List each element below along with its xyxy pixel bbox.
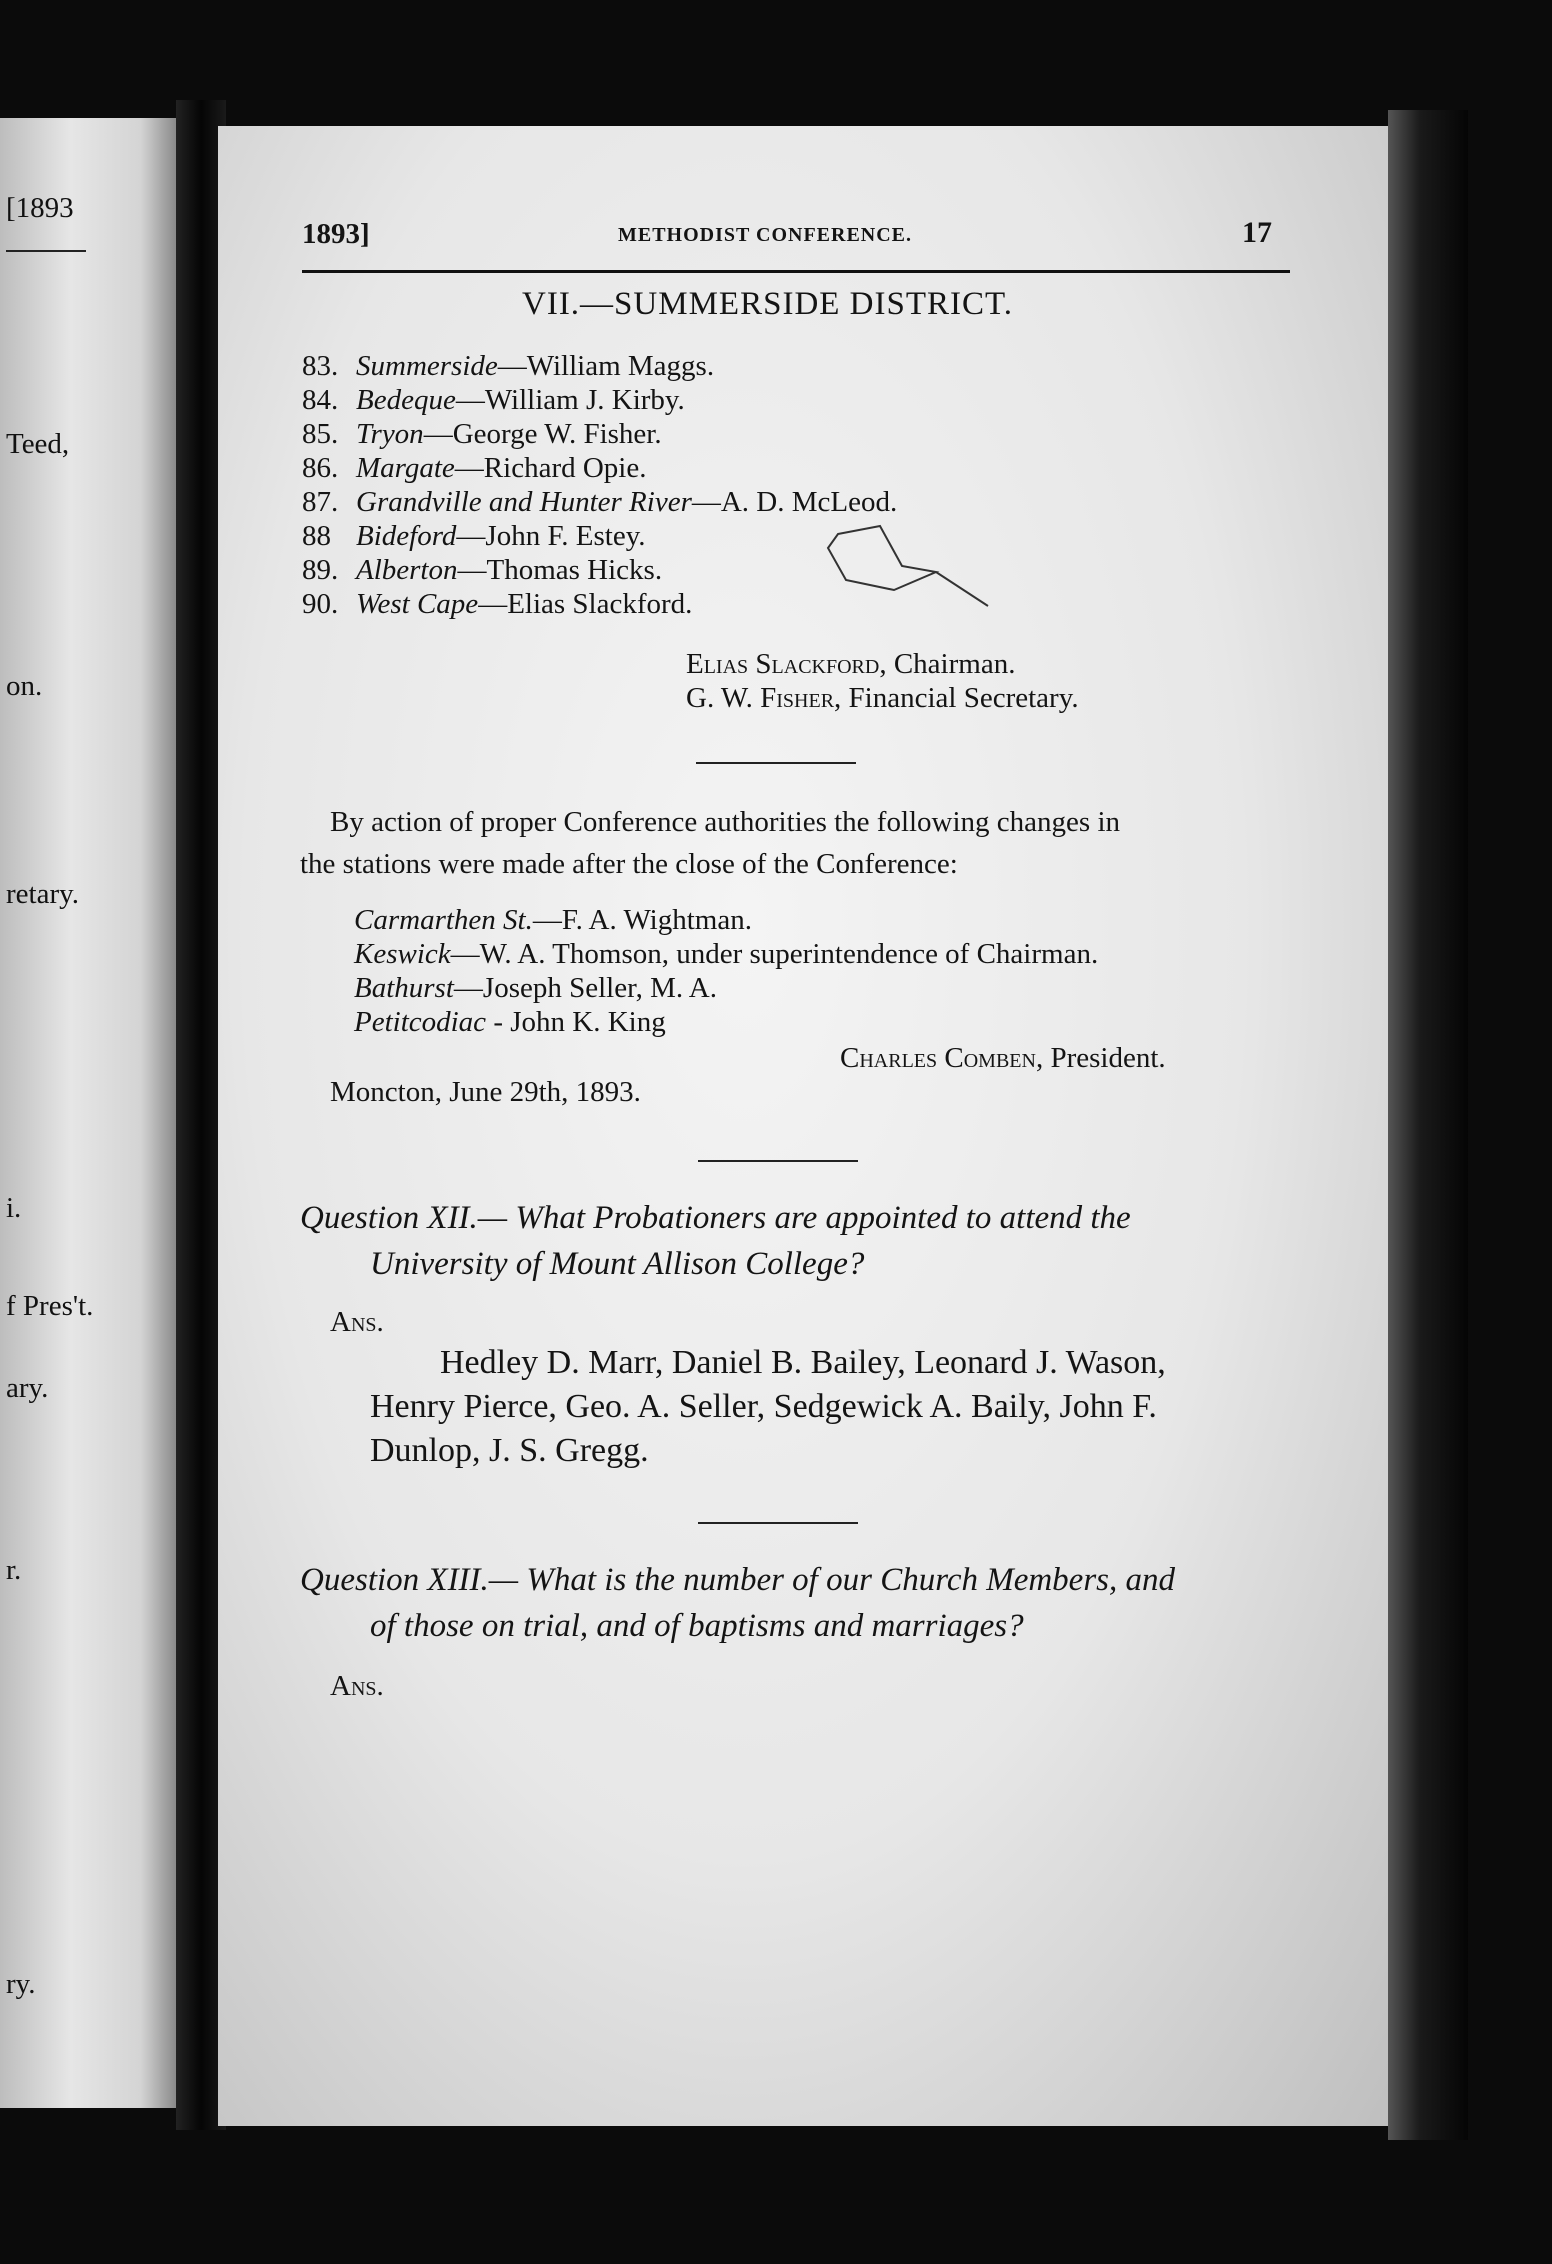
running-title: METHODIST CONFERENCE.	[618, 224, 913, 246]
district-entry	[302, 350, 714, 383]
left-facing-page	[0, 118, 176, 2108]
entry-number: 90.	[302, 588, 339, 620]
district-entry	[302, 486, 897, 519]
left-page-rule	[6, 250, 86, 252]
signature-name: Elias Slackford,	[686, 648, 887, 680]
left-fragment: on.	[6, 670, 43, 702]
change-place: Keswick	[354, 938, 451, 970]
signature-role: Financial Secretary.	[841, 682, 1079, 714]
signature-role: Chairman.	[886, 648, 1016, 680]
left-fragment: r.	[6, 1554, 22, 1586]
entry-place: Tryon	[356, 418, 424, 450]
change-place: Carmarthen St.	[354, 904, 533, 936]
answer-text-line: Hedley D. Marr, Daniel B. Bailey, Leonard J. Wason,	[440, 1344, 1166, 1381]
entry-place: Alberton	[356, 554, 458, 586]
question-12-line: University of Mount Allison College?	[370, 1246, 865, 1282]
answer-label: Ans.	[330, 1306, 384, 1338]
president-signature	[840, 1042, 1166, 1075]
place-date: Moncton, June 29th, 1893.	[330, 1076, 641, 1108]
entry-minister: —Thomas Hicks.	[457, 554, 663, 586]
answer-label: Ans.	[330, 1670, 384, 1702]
changes-intro-line: By action of proper Conference authorities the following changes in	[330, 806, 1121, 838]
entry-minister: —William J. Kirby.	[455, 384, 685, 416]
answer-text-line: Dunlop, J. S. Gregg.	[370, 1432, 649, 1469]
header-rule	[302, 270, 1290, 273]
entry-number: 85.	[302, 418, 339, 450]
left-fragment: retary.	[6, 878, 79, 910]
question-13-line: of those on trial, and of baptisms and marriages?	[370, 1608, 1024, 1644]
district-entry	[302, 384, 685, 417]
change-text: —Joseph Seller, M. A.	[453, 972, 717, 1004]
entry-number: 88	[302, 520, 331, 552]
entry-number: 83.	[302, 350, 339, 382]
district-entry	[302, 418, 662, 451]
entry-minister: —John F. Estey.	[456, 520, 646, 552]
left-fragment: f Pres't.	[6, 1290, 94, 1322]
chairman-signature	[686, 648, 1015, 681]
secretary-signature	[686, 682, 1079, 715]
question-12-line: Question XII.— What Probationers are appointed to attend the	[300, 1200, 1131, 1236]
signature-name: G. W. Fisher,	[686, 682, 842, 714]
entry-number: 84.	[302, 384, 339, 416]
president-name: Charles Comben,	[840, 1042, 1044, 1074]
president-role: President.	[1043, 1042, 1166, 1074]
change-item	[354, 938, 1098, 971]
entry-place: Grandville and Hunter River	[356, 486, 692, 518]
entry-place: Bedeque	[356, 384, 456, 416]
left-page-year: [1893	[6, 192, 74, 224]
entry-minister: —William Maggs.	[497, 350, 715, 382]
change-place: Petitcodiac	[354, 1006, 487, 1038]
entry-place: West Cape	[356, 588, 479, 620]
left-fragment: ary.	[6, 1372, 49, 1404]
district-entry	[302, 452, 646, 485]
change-text: - John K. King	[486, 1006, 666, 1038]
left-fragment: i.	[6, 1192, 22, 1224]
district-entry	[302, 520, 646, 553]
change-item	[354, 904, 752, 937]
district-entry	[302, 554, 662, 587]
change-place: Bathurst	[354, 972, 454, 1004]
entry-number: 89.	[302, 554, 339, 586]
question-13-line: Question XIII.— What is the number of our Church Members, and	[300, 1562, 1176, 1598]
district-title: VII.—SUMMERSIDE DISTRICT.	[522, 286, 1013, 322]
pencil-mark	[818, 522, 1018, 612]
changes-intro-line: the stations were made after the close of the Conference:	[300, 848, 958, 880]
entry-place: Margate	[356, 452, 455, 484]
section-divider	[696, 762, 856, 764]
district-entry	[302, 588, 692, 621]
section-divider	[698, 1522, 858, 1524]
entry-number: 87.	[302, 486, 339, 518]
section-divider	[698, 1160, 858, 1162]
entry-place: Bideford	[356, 520, 457, 552]
entry-minister: —Richard Opie.	[454, 452, 647, 484]
change-item	[354, 972, 717, 1005]
page-number: 17	[1242, 216, 1272, 249]
entry-minister: —George W. Fisher.	[423, 418, 662, 450]
entry-minister: —A. D. McLeod.	[691, 486, 898, 518]
change-text: —F. A. Wightman.	[532, 904, 752, 936]
left-fragment: ry.	[6, 1968, 36, 2000]
page-edge-shadow	[1388, 110, 1468, 2140]
entry-place: Summerside	[356, 350, 498, 382]
change-item	[354, 1006, 666, 1039]
change-text: —W. A. Thomson, under superintendence of Chairman.	[450, 938, 1099, 970]
entry-number: 86.	[302, 452, 339, 484]
answer-text-line: Henry Pierce, Geo. A. Seller, Sedgewick A. Baily, John F.	[370, 1388, 1157, 1425]
header-year: 1893]	[302, 218, 370, 250]
left-fragment: Teed,	[6, 428, 70, 460]
document-page	[218, 126, 1388, 2126]
entry-minister: —Elias Slackford.	[478, 588, 693, 620]
